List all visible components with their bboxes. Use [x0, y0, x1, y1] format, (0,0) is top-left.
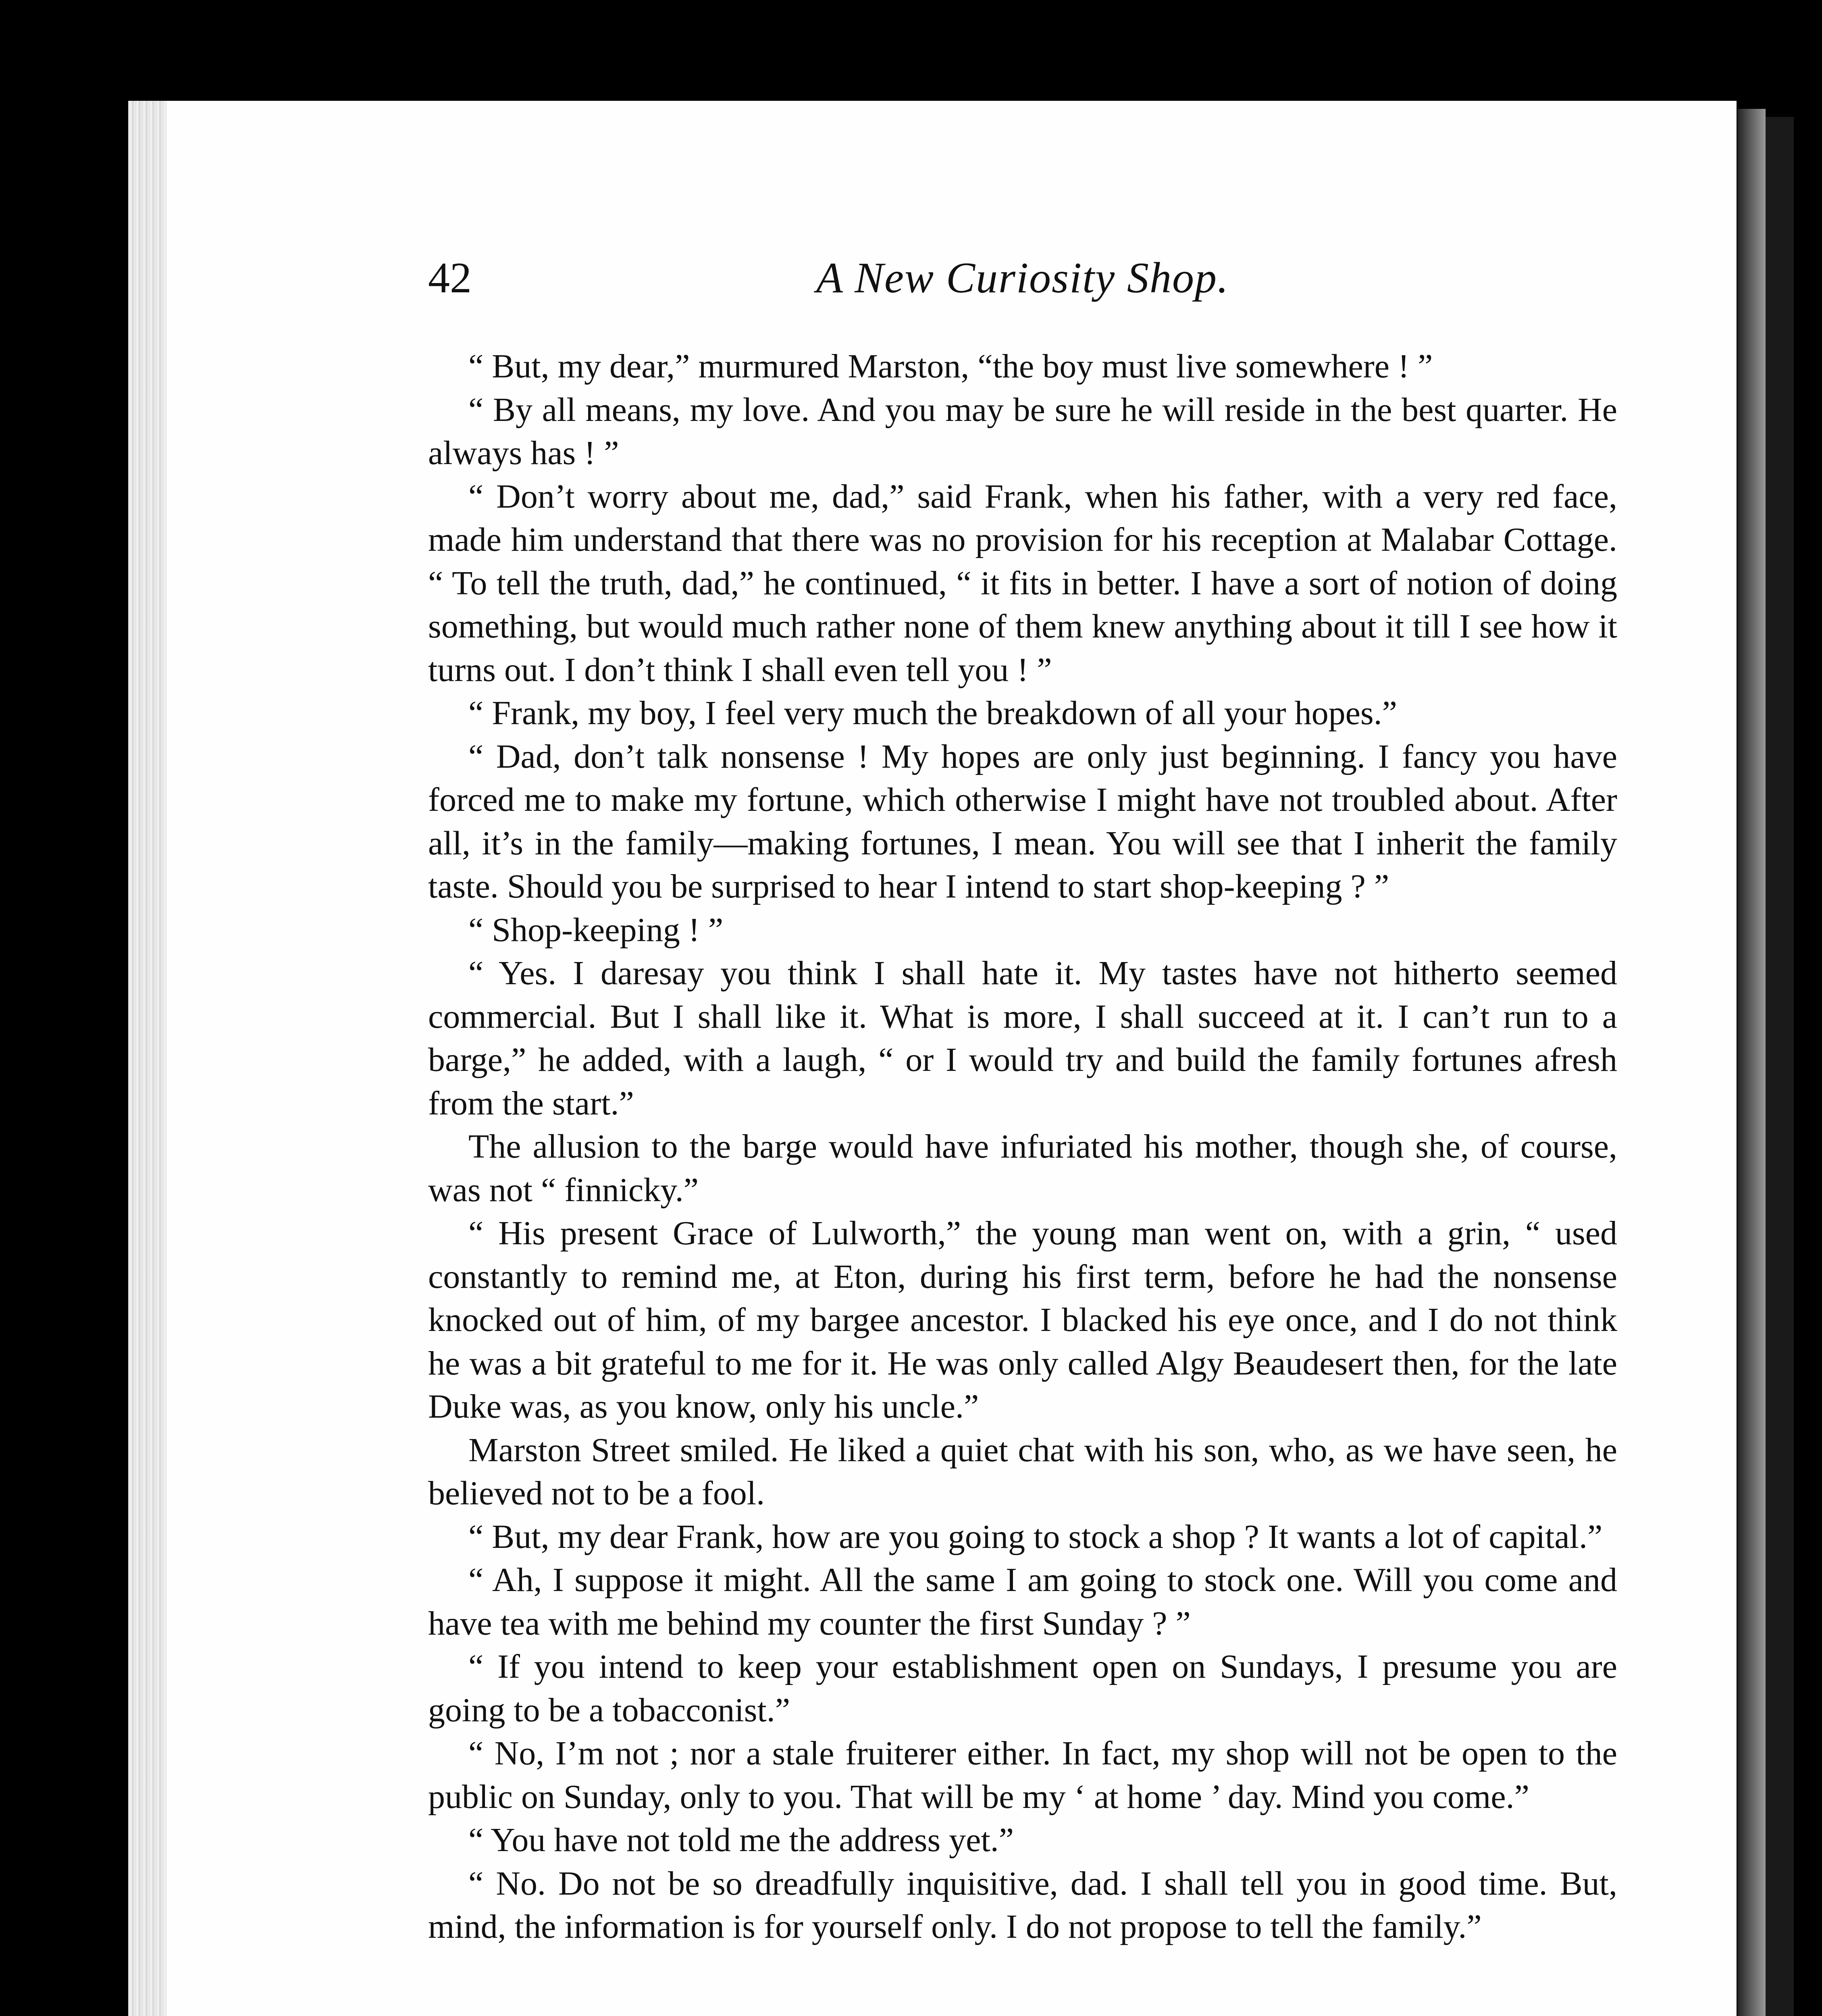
paragraph: “ Yes. I daresay you think I shall hate it. My tastes have not hitherto seemed commercial. But I shall like it. What is more, I shall succeed at it. I can’t run to a barge,” he added, with a laugh, “ or I would try and build the family fortunes afresh from the start.” — [428, 954, 1617, 1122]
running-title: A New Curiosity Shop. — [816, 254, 1229, 302]
paragraph: “ Frank, my boy, I feel very much the breakdown of all your hopes.” — [468, 694, 1397, 732]
paragraph: “ But, my dear,” murmured Marston, “the boy must live somewhere ! ” — [468, 348, 1433, 385]
paragraph: “ You have not told me the address yet.” — [468, 1821, 1014, 1859]
page-gutter — [128, 101, 166, 2016]
paragraph: “ But, my dear Frank, how are you going to stock a shop ? It wants a lot of capital.” — [468, 1518, 1603, 1556]
paragraph: “ Ah, I suppose it might. All the same I am going to stock one. Will you come and have tea with me behind my counter the first Sunday ? ” — [428, 1561, 1617, 1642]
paragraph: “ If you intend to keep your establishment open on Sundays, I presume you are going to be a tobacconist.” — [428, 1648, 1617, 1729]
paragraph: “ No, I’m not ; nor a stale fruiterer either. In fact, my shop will not be open to the public on Sunday, only to you. That will be my ‘ at home ’ day. Mind you come.” — [428, 1735, 1617, 1816]
paragraph: “ Dad, don’t talk nonsense ! My hopes are only just beginning. I fancy you have forced me to make my fortune, which otherwise I might have not troubled about. After all, it’s in the family—making fortunes, I mean. You will see that I inherit the family taste. Should you be surprised to hear I intend to start shop-keeping ? ” — [428, 737, 1617, 905]
page-edge-shadow — [1737, 109, 1766, 2016]
page-edge-dark — [1766, 117, 1794, 2016]
paragraph: “ Shop-keeping ! ” — [468, 911, 724, 949]
paragraph: “ His present Grace of Lulworth,” the young man went on, with a grin, “ used constantly to remind me, at Eton, during his first term, before he had the nonsense knocked out of him, of my bargee ancestor. I blacked his eye once, and I do not think he was a bit grateful to me for it. He was only called Algy Beaudesert then, for the late Duke was, as you know, only his uncle.” — [428, 1214, 1617, 1425]
paragraph: Marston Street smiled. He liked a quiet chat with his son, who, as we have seen, he believed not to be a fool. — [428, 1431, 1617, 1512]
paragraph: The allusion to the barge would have infuriated his mother, though she, of course, was not “ finnicky.” — [428, 1128, 1617, 1209]
paragraph: “ By all means, my love. And you may be sure he will reside in the best quarter. He always has ! ” — [428, 391, 1617, 472]
body-text — [428, 345, 1617, 1949]
paragraph: “ Don’t worry about me, dad,” said Frank, when his father, with a very red face, made him understand that there was no provision for his reception at Malabar Cottage. “ To tell the truth, dad,” he continued, “ it fits in better. I have a sort of notion of doing something, but would much rather none of them knew anything about it till I see how it turns out. I don’t think I shall even tell you ! ” — [428, 477, 1617, 689]
page-number: 42 — [428, 254, 472, 302]
paragraph: “ No. Do not be so dreadfully inquisitive, dad. I shall tell you in good time. But, mind, the information is for yourself only. I do not propose to tell the family.” — [428, 1864, 1617, 1945]
page-header — [428, 253, 1617, 310]
